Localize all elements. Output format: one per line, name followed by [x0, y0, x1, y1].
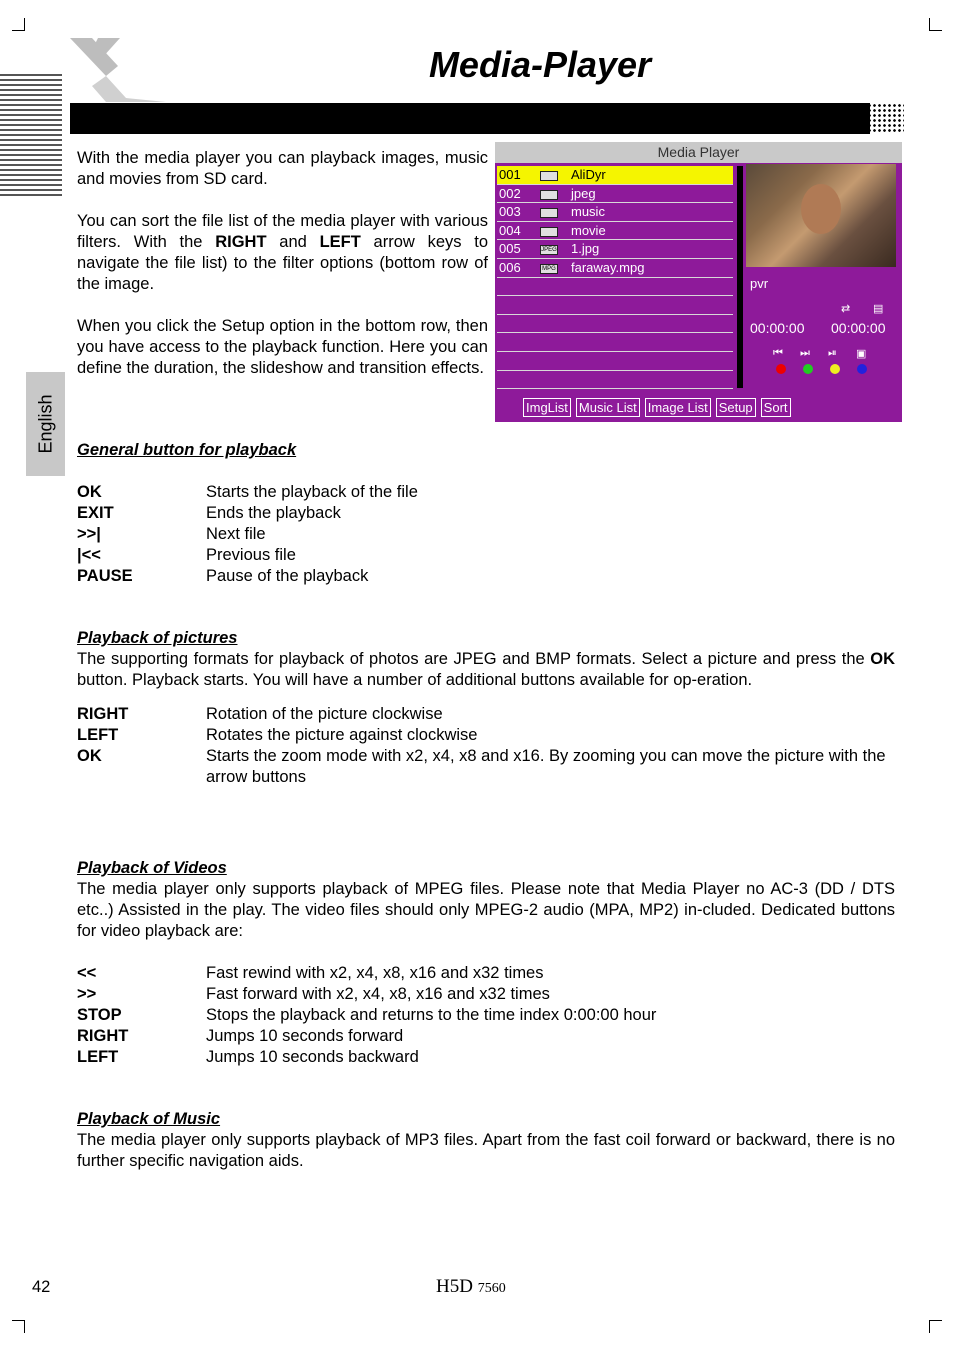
key-row — [77, 482, 895, 503]
row-name: AliDyr — [571, 167, 606, 182]
key-row — [77, 963, 895, 984]
key-description: Pause of the playback — [206, 567, 369, 585]
key-row — [77, 984, 895, 1005]
row-number: 003 — [499, 204, 521, 220]
time-total: 00:00:00 — [831, 320, 886, 336]
tab-music-list: Music List — [576, 398, 640, 417]
tab-image-list: Image List — [645, 398, 711, 417]
next-icon: ⏭ — [800, 347, 810, 359]
key-row — [77, 503, 895, 524]
brand-logo-icon — [66, 36, 170, 104]
page-number: 42 — [32, 1278, 51, 1296]
header-bar — [70, 103, 870, 134]
paragraph-part: The supporting formats for playback of photos are JPEG and BMP formats. Select a picture and press the — [77, 650, 871, 668]
folder-icon — [540, 190, 558, 200]
row-name: faraway.mpg — [571, 259, 645, 275]
filter-tabs — [523, 398, 796, 417]
key-left: LEFT — [319, 233, 361, 251]
mode-icon: ▣ — [856, 348, 867, 360]
list-item — [497, 222, 733, 241]
key-description: Stops the playback and returns to the time index 0:00:00 hour — [206, 1006, 657, 1024]
key-description: Rotation of the picture clockwise — [206, 705, 443, 723]
row-number: 001 — [499, 167, 521, 182]
tab-setup: Setup — [716, 398, 756, 417]
general-section — [77, 440, 895, 587]
blue-dot-icon — [857, 364, 867, 374]
key-right: RIGHT — [215, 233, 267, 251]
key-row — [77, 566, 895, 587]
key-label: LEFT — [77, 726, 119, 744]
pvr-label: pvr — [750, 276, 769, 291]
key-label: RIGHT — [77, 1027, 129, 1045]
red-dot-icon — [776, 364, 786, 374]
mpg-file-icon: MPG — [540, 264, 558, 274]
preview-image — [746, 164, 896, 267]
key-label: |<< — [77, 546, 101, 564]
section-paragraph: The media player only supports playback of MPEG files. Please note that Media Player no AC-3 (DD / DTS etc..) Assisted in the play. The video files should only MPEG-2 audio (MPA, MP2) in-cluded. Dedicated buttons for video playback are: — [77, 880, 895, 940]
key-description: Next file — [206, 525, 266, 543]
key-row — [77, 704, 895, 725]
list-item — [497, 185, 733, 204]
empty-row — [497, 278, 733, 297]
pictures-section — [77, 628, 895, 788]
section-heading: General button for playback — [77, 441, 297, 459]
paragraph-part: button. Playback starts. You will have a number of additional buttons available for op-eration. — [77, 671, 753, 689]
key-description: Ends the playback — [206, 504, 341, 522]
list-item — [497, 240, 733, 259]
key-label: RIGHT — [77, 705, 129, 723]
key-label: LEFT — [77, 1048, 119, 1066]
section-heading: Playback of Music — [77, 1110, 221, 1128]
empty-row — [497, 352, 733, 371]
model-name-number: 7560 — [477, 1281, 506, 1296]
row-name: music — [571, 204, 605, 220]
yellow-dot-icon — [830, 364, 840, 374]
intro-text — [77, 148, 488, 400]
section-heading: Playback of pictures — [77, 629, 238, 647]
tab-imglist: ImgList — [523, 398, 571, 417]
model-name — [436, 1276, 506, 1298]
empty-row — [497, 333, 733, 352]
videos-section — [77, 858, 895, 1068]
intro-paragraph-2: You can sort the file list of the media player with various filters. With the RIGHT and LEFT arrow keys to navigate the file list) to the filter options (bottom row of the image. — [77, 212, 488, 293]
section-heading: Playback of Videos — [77, 859, 227, 877]
header-bar-dots — [862, 103, 904, 134]
folder-icon — [540, 208, 558, 218]
key-description: Rotates the picture against clockwise — [206, 726, 478, 744]
key-label: EXIT — [77, 504, 114, 522]
key-row — [77, 545, 895, 566]
key-row — [77, 1047, 895, 1068]
key-row — [77, 1026, 895, 1047]
key-description: Starts the zoom mode with x2, x4, x8 and x16. By zooming you can move the picture with the arrow buttons — [206, 747, 886, 786]
section-paragraph — [77, 649, 895, 691]
scrollbar — [737, 166, 743, 388]
folder-icon: ▤ — [873, 303, 884, 315]
key-label: << — [77, 964, 97, 982]
empty-row — [497, 371, 733, 390]
previous-icon: ⏮ — [773, 347, 783, 359]
row-name: movie — [571, 222, 606, 238]
key-label: PAUSE — [77, 567, 133, 585]
language-tab-label: English — [35, 394, 55, 454]
empty-row — [497, 315, 733, 334]
crop-mark-top-right — [929, 18, 942, 31]
tab-sort: Sort — [761, 398, 791, 417]
screenshot-title: Media Player — [495, 142, 902, 163]
key-description: Fast forward with x2, x4, x8, x16 and x32 times — [206, 985, 550, 1003]
green-dot-icon — [803, 364, 813, 374]
empty-row — [497, 296, 733, 315]
folder-icon — [540, 171, 558, 181]
section-paragraph: The media player only supports playback of MP3 files. Apart from the fast coil forward or backward, there is no further specific navigation aids. — [77, 1131, 895, 1170]
play-pause-icon: ⏯ — [828, 347, 837, 359]
music-section — [77, 1109, 895, 1172]
key-description: Fast rewind with x2, x4, x8, x16 and x32 times — [206, 964, 544, 982]
key-row — [77, 524, 895, 545]
list-item — [497, 203, 733, 222]
key-description: Previous file — [206, 546, 296, 564]
row-number: 005 — [499, 241, 521, 257]
key-row — [77, 746, 895, 788]
preview-face — [801, 184, 841, 234]
time-elapsed: 00:00:00 — [750, 320, 805, 336]
row-number: 004 — [499, 222, 521, 238]
repeat-icon: ⇄ — [841, 303, 851, 315]
media-player-screenshot — [495, 142, 902, 422]
folder-icon — [540, 227, 558, 237]
list-item — [497, 259, 733, 278]
crop-mark-bottom-left — [12, 1320, 25, 1333]
key-label: >> — [77, 985, 97, 1003]
key-row — [77, 725, 895, 746]
row-name: jpeg — [571, 185, 596, 201]
jpeg-file-icon: JPEG — [541, 247, 557, 254]
key-description: Jumps 10 seconds backward — [206, 1048, 419, 1066]
list-item — [497, 166, 733, 185]
key-row — [77, 1005, 895, 1026]
key-description: Starts the playback of the file — [206, 483, 418, 501]
key-label: OK — [77, 483, 102, 501]
model-name-main: H5D — [436, 1276, 473, 1297]
key-label: >>| — [77, 525, 101, 543]
intro-paragraph-1: With the media player you can playback images, music and movies from SD card. — [77, 149, 488, 188]
language-tab — [26, 372, 65, 476]
key-label: STOP — [77, 1006, 122, 1024]
page-title: Media-Player — [428, 44, 652, 85]
crop-mark-bottom-right — [929, 1320, 942, 1333]
decorative-stripes — [0, 74, 62, 198]
row-number: 002 — [499, 185, 521, 201]
crop-mark-top-left — [12, 18, 25, 31]
intro-paragraph-3: When you click the Setup option in the bottom row, then you have access to the playback function. Here you can define the duration, the slideshow and transition effects. — [77, 317, 488, 377]
row-name: 1.jpg — [571, 241, 600, 257]
key-description: Jumps 10 seconds forward — [206, 1027, 404, 1045]
file-list — [497, 166, 733, 389]
key-ok: OK — [870, 650, 895, 668]
key-label: OK — [77, 747, 102, 765]
row-number: 006 — [499, 259, 521, 275]
